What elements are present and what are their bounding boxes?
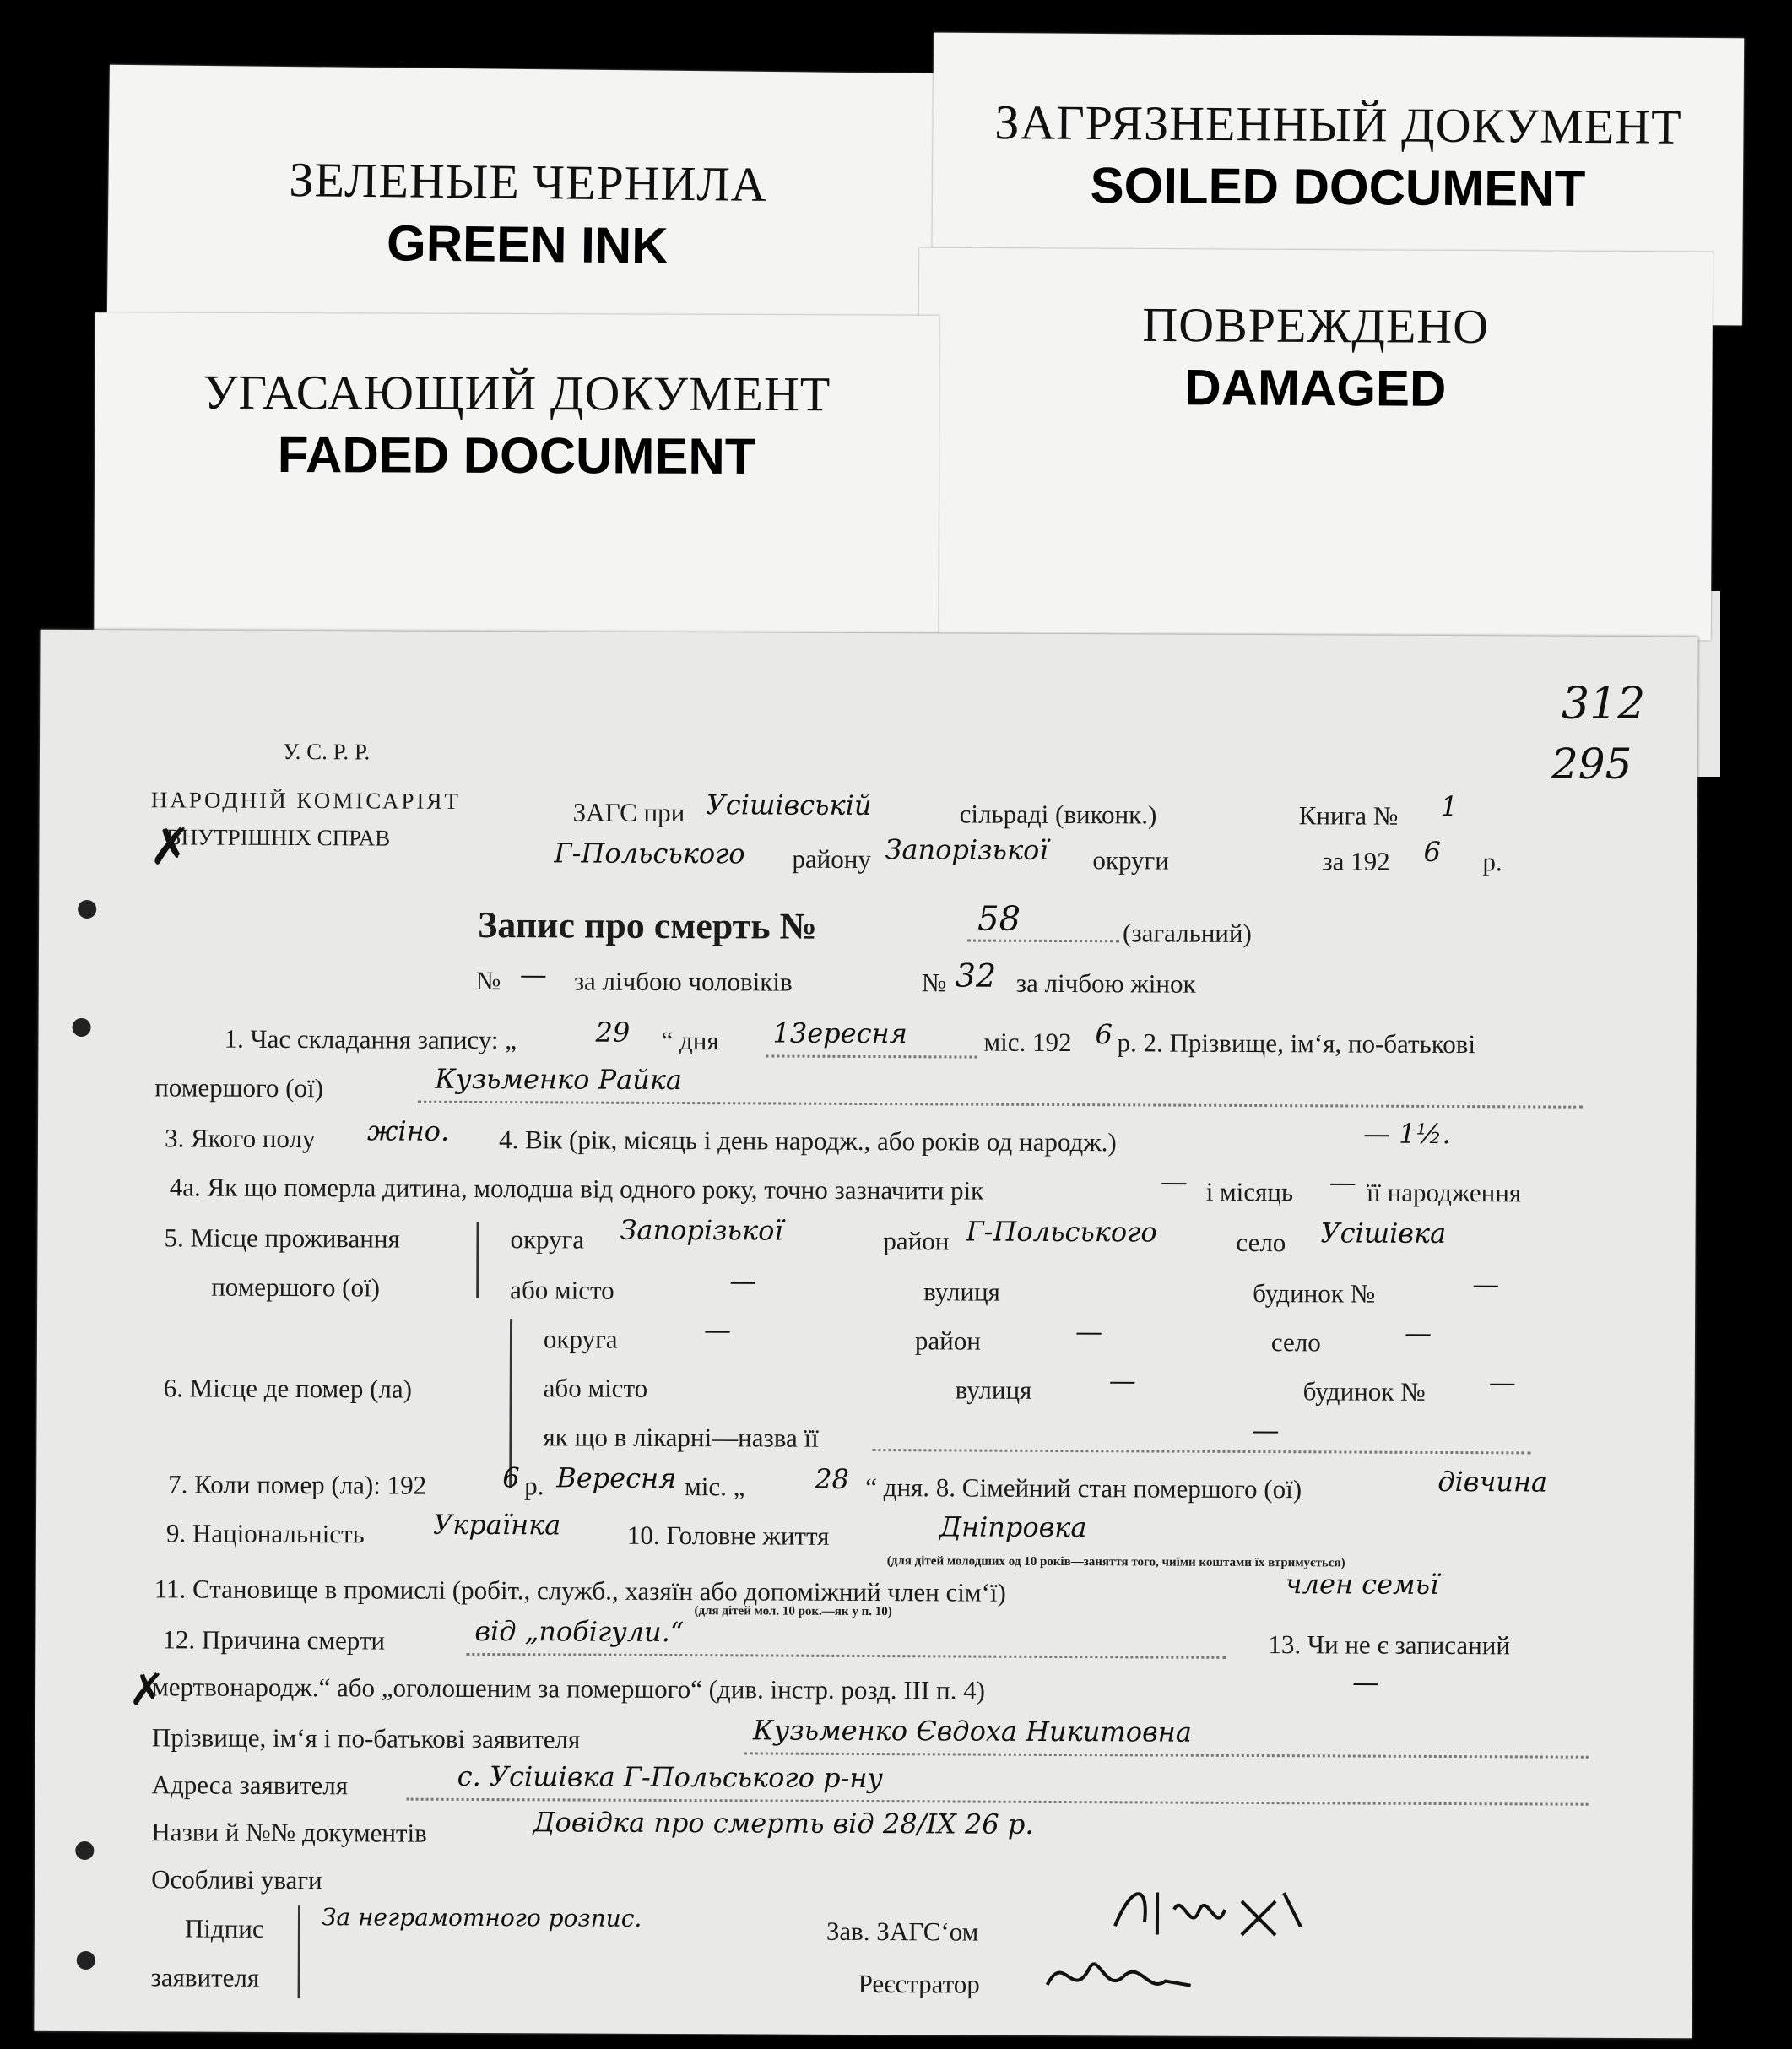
f5-budynok-value: — [1472, 1268, 1500, 1301]
binder-hole [77, 1951, 95, 1970]
ministry-line2: ВНУТРІШНІХ СПРАВ [165, 824, 391, 851]
field5-label-2: помершого (ої) [211, 1271, 381, 1303]
year-label: за 192 [1322, 846, 1390, 876]
binder-hole [73, 1018, 91, 1037]
archive-number-top: 312 [1562, 679, 1646, 729]
ministry-line1: НАРОДНІЙ КОМІСАРІЯТ [150, 787, 461, 814]
documents-label: Назви й №№ документів [151, 1817, 427, 1848]
declarant-name-label: Прізвище, ім‘я і по-батькові заявителя [151, 1722, 581, 1754]
f6-hospital-label: як що в лікарні—назва її [543, 1422, 819, 1453]
women-count-label: № [921, 968, 947, 998]
okrug-value: Запорізької [885, 833, 1048, 866]
field3-value: жіно. [366, 1114, 450, 1147]
field9-label: 9. Національність [165, 1518, 365, 1549]
dotted-line [466, 1653, 1226, 1659]
ussr-header: У. С. Р. Р. [282, 738, 371, 765]
record-title: Запис про смерть № [478, 903, 817, 947]
field13-value: — [1352, 1666, 1380, 1699]
year-suffix: р. [1482, 847, 1502, 877]
f6-raion-label: район [914, 1325, 981, 1356]
field1-month: 13ересня [772, 1016, 907, 1050]
record-number: 58 [977, 899, 1021, 939]
field11-note: (для дітей мол. 10 рок.—як у п. 10) [694, 1604, 892, 1619]
men-count-suffix: за лічбою чоловіків [573, 966, 793, 997]
card-title-ru: УГАСАЮЩИЙ ДОКУМЕНТ [203, 364, 831, 422]
registrar-signature [1039, 1943, 1208, 2011]
binder-hole [75, 1841, 94, 1860]
field4a-label: 4а. Як що померла дитина, молодша від одного року, точно зазначити рік [169, 1172, 984, 1206]
field1-month-suffix: міс. 192 [983, 1027, 1072, 1058]
okrug-label: округи [1092, 845, 1169, 875]
f5-selo-label: село [1236, 1227, 1286, 1258]
declarant-address: с. Усішівка Г-Польського р-ну [457, 1759, 884, 1795]
f6-selo-label: село [1270, 1327, 1321, 1358]
brace [476, 1222, 479, 1298]
field4-age: — 1½. [1362, 1117, 1451, 1151]
f6-okruga-value: — [703, 1314, 732, 1347]
field7-mis: міс. „ [685, 1472, 745, 1502]
label-card-faded-document [94, 312, 939, 653]
signature-value: За неграмотного розпис. [321, 1903, 642, 1932]
field11-value: член семьї [1285, 1568, 1439, 1601]
f6-budynok-value: — [1488, 1366, 1516, 1399]
notes-label: Особливі уваги [151, 1864, 322, 1895]
f6-vulytsia-value: — [1108, 1364, 1136, 1397]
field1-label: 1. Час складання запису: „ [224, 1023, 517, 1055]
dotted-line [967, 940, 1119, 943]
field1-day-close: “ дня [661, 1025, 719, 1056]
women-count-value: 32 [955, 957, 997, 995]
f6-selo-value: — [1404, 1316, 1432, 1349]
signature-label-1: Підпис [184, 1913, 264, 1943]
raion-value: Г-Польського [554, 837, 745, 870]
documents-value: Довідка про смерть від 28/IX 26 р. [533, 1806, 1034, 1840]
card-title-ru: ЗАГРЯЗНЕННЫЙ ДОКУМЕНТ [994, 95, 1682, 154]
field7-year: 6 [502, 1461, 520, 1494]
field12-label: 12. Причина смерти [162, 1624, 386, 1656]
zags-head-label: Зав. ЗАГС‘ом [826, 1916, 979, 1947]
f5-misto-label: або місто [510, 1275, 614, 1305]
men-count-label: № [475, 965, 501, 996]
card-title-en: DAMAGED [1184, 359, 1447, 417]
dotted-line [766, 1054, 977, 1058]
men-count-value: — [519, 958, 547, 991]
field10-label: 10. Головне життя [626, 1520, 830, 1551]
card-title-en: FADED DOCUMENT [277, 426, 756, 485]
dotted-line [407, 1798, 1589, 1806]
deceased-label: помершого (ої) [154, 1072, 324, 1103]
field13-label: 13. Чи не є записаний [1268, 1629, 1511, 1661]
field7-month: Вересня [556, 1461, 677, 1495]
check-mark-icon: ✗ [128, 1665, 165, 1716]
death-record-form [34, 630, 1697, 2039]
field10-note: (для дітей молодших од 10 років—заняття того, чиїми коштами їх втримується) [886, 1554, 1345, 1570]
f5-okruga-label: округа [510, 1224, 585, 1255]
declarant-address-label: Адреса заявителя [151, 1770, 349, 1801]
label-card-damaged [918, 248, 1713, 641]
deceased-name: Кузьменко Райка [435, 1062, 683, 1097]
signature-label-2: заявителя [150, 1962, 260, 1992]
silradi-label: сільраді (виконк.) [959, 799, 1157, 830]
brace [298, 1905, 300, 1998]
f5-budynok-label: будинок № [1253, 1277, 1376, 1309]
field9-value: Українка [432, 1508, 561, 1542]
field3-label: 3. Якого полу [164, 1123, 316, 1154]
f6-hospital-value: — [1252, 1413, 1280, 1447]
field1-year: 6 [1095, 1018, 1113, 1051]
field8-label: “ дня. 8. Сімейний стан помершого (ої) [865, 1472, 1302, 1504]
field7-day: 28 [815, 1462, 850, 1495]
field2-label: р. 2. Прізвище, ім‘я, по-батькові [1117, 1027, 1476, 1060]
binder-hole [78, 900, 96, 919]
declarant-name: Кузьменко Євдоха Никитовна [752, 1714, 1192, 1748]
zags-value: Усішівській [706, 789, 872, 822]
dotted-line [872, 1449, 1530, 1454]
zags-label: ЗАГС при [572, 797, 685, 828]
field4a-month: — [1329, 1166, 1356, 1199]
f5-raion-value: Г-Польського [966, 1215, 1157, 1249]
field10-value: Дніпровка [939, 1510, 1087, 1544]
field13-text: мертвонародж.“ або „оголошеним за помершого“ (див. інстр. розд. III п. 4) [152, 1672, 986, 1705]
field7-label: 7. Коли помер (ла): 192 [168, 1469, 427, 1500]
f6-budynok-label: будинок № [1302, 1376, 1426, 1407]
f6-vulytsia-label: вулиця [955, 1374, 1032, 1405]
book-number: 1 [1440, 789, 1459, 823]
field11-label: 11. Становище в промислі (робіт., служб., хазяїн або допоміжний член сім‘ї) [154, 1574, 1006, 1607]
field4a-year: — [1160, 1165, 1188, 1198]
field12-value: від „побігули.“ [474, 1614, 685, 1649]
field7-r: р. [524, 1471, 544, 1501]
field1-day: 29 [595, 1016, 631, 1049]
field4a-mid: і місяць [1205, 1176, 1294, 1207]
f6-okruga-label: округа [543, 1324, 618, 1354]
f5-misto-value: — [729, 1265, 757, 1298]
f5-selo-value: Усішівка [1320, 1217, 1447, 1249]
dotted-line [418, 1101, 1583, 1109]
f6-misto-label: або місто [543, 1373, 648, 1403]
check-mark-icon: ✗ [149, 817, 192, 877]
card-title-en: GREEN INK [386, 214, 669, 274]
card-title-ru: ПОВРЕЖДЕНО [1142, 296, 1490, 355]
archive-number-bottom: 295 [1551, 740, 1632, 789]
registrar-label: Реєстратор [858, 1968, 980, 1999]
field5-label-1: 5. Місце проживання [164, 1222, 400, 1254]
raion-label: району [792, 843, 871, 875]
women-count-suffix: за лічбою жінок [1015, 968, 1196, 999]
field4a-end: її народження [1366, 1177, 1522, 1208]
book-label: Книга № [1298, 800, 1399, 831]
field6-label: 6. Місце де помер (ла) [163, 1373, 413, 1404]
f5-vulytsia-label: вулиця [923, 1277, 1000, 1307]
f5-okruga-value: Запорізької [620, 1213, 783, 1247]
f5-raion-label: район [883, 1226, 950, 1256]
zags-head-signature [1107, 1875, 1326, 1952]
dotted-line [744, 1752, 1589, 1758]
year-value: 6 [1423, 835, 1441, 868]
record-title-suffix: (загальний) [1122, 918, 1252, 948]
field8-value: дівчина [1437, 1465, 1548, 1499]
f6-raion-value: — [1075, 1315, 1103, 1348]
card-title-ru: ЗЕЛЕНЫЕ ЧЕРНИЛА [289, 152, 768, 212]
field4-label: 4. Вік (рік, місяць і день народж., або років од народж.) [498, 1125, 1117, 1157]
card-title-en: SOILED DOCUMENT [1090, 156, 1586, 218]
